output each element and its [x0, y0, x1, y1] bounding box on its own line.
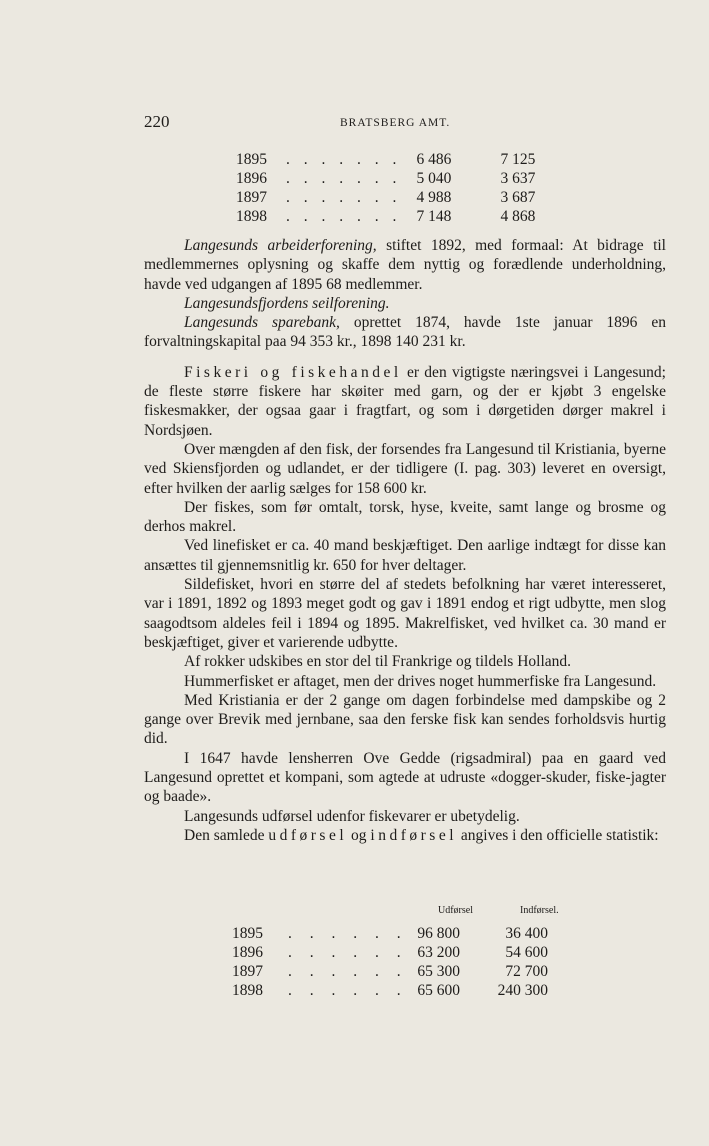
value-cell: 7 125 — [500, 151, 536, 168]
table-2-header — [420, 905, 580, 919]
value-cell: 65 300 — [417, 963, 460, 980]
italic-name: Langesundsfjordens seilforening. — [184, 294, 390, 312]
year-cell: 1897 — [232, 963, 263, 980]
value-cell: 54 600 — [505, 944, 548, 961]
page-number: 220 — [144, 112, 170, 131]
paragraph-text: Langesunds udførsel udenfor fiskevarer er ubetydelig. — [184, 807, 520, 825]
paragraph-text: angives i den officielle statistik: — [457, 826, 659, 844]
leader-dots: . . . . . . — [288, 982, 408, 999]
value-cell: 72 700 — [505, 963, 548, 980]
value-cell: 7 148 — [416, 208, 452, 225]
leader-dots: . . . . . . . — [286, 151, 402, 168]
value-cell: 4 988 — [416, 189, 452, 206]
year-cell: 1895 — [236, 151, 267, 168]
table-row — [232, 924, 548, 943]
paragraph-text: Ved linefisket er ca. 40 mand beskjæftiget. Den aarlige indtægt for disse kan ansættes til gjennemsnitlig kr. 650 for hver deltager. — [144, 537, 666, 574]
value-cell: 3 637 — [500, 170, 536, 187]
running-title: BRATSBERG AMT. — [340, 117, 451, 129]
italic-name: Langesunds arbeiderforening, — [184, 237, 377, 254]
value-cell: 6 486 — [416, 151, 452, 168]
paragraph-fiskeri — [144, 363, 666, 440]
paragraph-text: Af rokker udskibes en stor del til Frankrige og tildels Holland. — [184, 653, 572, 671]
paragraph-text: Hummerfisket er aftaget, men der drives noget hummerfiske fra Langesund. — [184, 672, 657, 690]
column-header-udforsel: Udførsel — [438, 905, 473, 916]
year-cell: 1896 — [236, 170, 267, 187]
leader-dots: . . . . . . — [288, 925, 408, 942]
paragraph-text: stiftet 1892, med formaal: At bidrage til medlemmernes oplysning og skaffe dem nyttig og forædlende underholdning, havde ved udgangen af 1895 68 medlemmer. — [144, 237, 666, 293]
table-row — [232, 943, 548, 962]
paragraph-text: I 1647 havde lensherren Ove Gedde (rigsadmiral) paa en gaard ved Langesund oprettet et kompani, som agtede at udruste «dogger-skuder, fiske-jagter og baade». — [144, 749, 666, 806]
paragraph-text: Med Kristiania er der 2 gange om dagen forbindelse med dampskibe og 2 gange over Brevik med jernbane, saa den ferske fisk kan sendes forholdsvis hurtig did. — [144, 691, 666, 748]
leader-dots: . . . . . . . — [286, 189, 402, 206]
statistics-table-2 — [232, 924, 548, 1000]
leader-dots: . . . . . . . — [286, 208, 402, 225]
year-cell: 1898 — [236, 208, 267, 225]
year-cell: 1898 — [232, 982, 263, 999]
leader-dots: . . . . . . — [288, 963, 408, 980]
value-cell: 3 687 — [500, 189, 536, 206]
page-header — [144, 112, 666, 136]
table-row — [232, 981, 548, 1000]
value-cell: 96 800 — [417, 925, 460, 942]
value-cell: 65 600 — [417, 982, 460, 999]
paragraph-text: Den samlede — [184, 826, 269, 844]
paragraph-arbeiderforening — [144, 236, 666, 294]
leader-dots: . . . . . . . — [286, 170, 402, 187]
paragraph-text: Der fiskes, som før omtalt, torsk, hyse, kveite, samt lange og brosme og derhos makrel. — [144, 498, 666, 536]
spaced-word: indførsel — [370, 826, 458, 844]
italic-name: Langesunds sparebank, — [184, 314, 340, 332]
table-row — [232, 962, 548, 981]
paragraph-text: Over mængden af den fisk, der forsendes fra Langesund til Kristiania, byerne ved Skiensfjorden og udlandet, er der tidligere (I. pag. 303) leveret en oversigt, efter hvilken der aarlig sælges for 158 600 kr. — [144, 440, 666, 497]
table-row — [236, 169, 535, 188]
paragraph-sparebank — [144, 313, 666, 352]
paragraph-udforsel — [144, 826, 666, 845]
spaced-heading: Fiskeri og fiskehandel — [184, 363, 402, 381]
paragraph-text: Sildefisket, hvori en større del af stedets befolkning har været interesseret, var i 1891, 1892 og 1893 meget godt og gav i 1891 endog et rigt udbytte, men slog saagodtsom aldeles feil i 1894 og 1895. Makrelfisket, ved hvilket ca. 30 mand er beskjæftiget, giver et varierende udbytte. — [144, 576, 666, 651]
paragraph-text: er den vigtigste næringsvei i Langesund; de fleste større fiskere har skøiter med garn, og der er kjøbt 3 engelske fiskesmakker, der ogsaa gaar i fragtfart, og som i dørgetiden dørger makrel i Nordsjøen. — [144, 363, 666, 439]
value-cell: 240 300 — [497, 982, 548, 999]
year-cell: 1896 — [232, 944, 263, 961]
value-cell: 5 040 — [416, 170, 452, 187]
table-row — [236, 207, 535, 226]
table-row — [236, 150, 535, 169]
spaced-word: udførsel — [268, 826, 348, 844]
value-cell: 4 868 — [500, 208, 536, 225]
statistics-table-1 — [236, 150, 535, 226]
leader-dots: . . . . . . — [288, 944, 408, 961]
paragraph-seilforening — [144, 294, 666, 313]
value-cell: 36 400 — [505, 925, 548, 942]
table-row — [236, 188, 535, 207]
year-cell: 1897 — [236, 189, 267, 206]
paragraph-text: og — [347, 826, 371, 844]
body-text — [144, 236, 666, 845]
column-header-indforsel: Indførsel. — [520, 905, 559, 916]
year-cell: 1895 — [232, 925, 263, 942]
paragraph-text: oprettet 1874, havde 1ste januar 1896 en forvaltningskapital paa 94 353 kr., 1898 140 231 kr. — [144, 314, 666, 351]
value-cell: 63 200 — [417, 944, 460, 961]
